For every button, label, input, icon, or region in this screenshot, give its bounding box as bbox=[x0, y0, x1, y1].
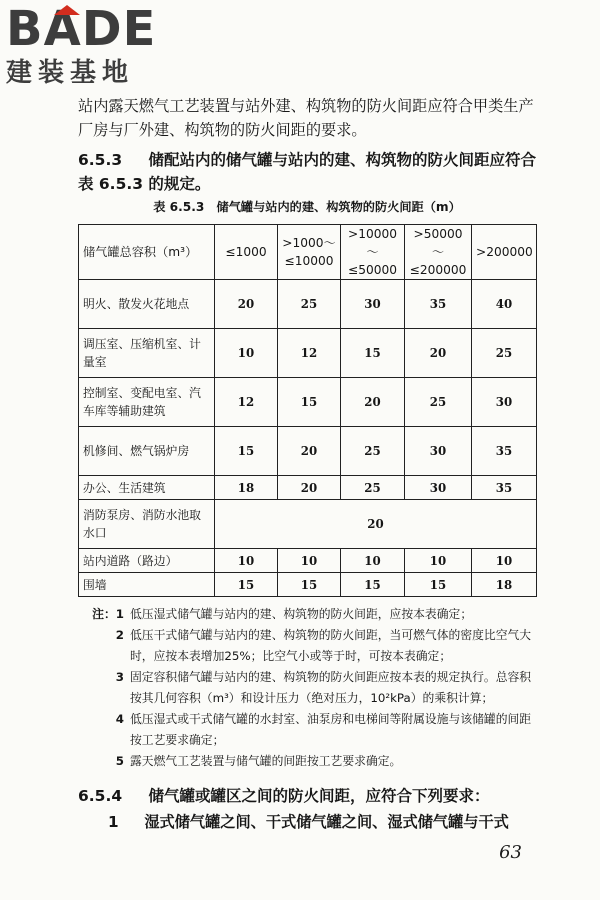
table-cell: 10 bbox=[472, 549, 537, 573]
header-col-1: ≤1000 bbox=[215, 225, 278, 280]
section-number: 6.5.4 bbox=[78, 787, 123, 805]
table-cell: 35 bbox=[472, 427, 537, 476]
table-cell: 30 bbox=[405, 476, 472, 500]
note-number: 2 bbox=[115, 628, 124, 642]
table-header-row bbox=[79, 225, 537, 280]
table-cell: 15 bbox=[215, 573, 278, 597]
section-text: 储气罐或罐区之间的防火间距，应符合下列要求： bbox=[148, 787, 490, 805]
table-row bbox=[79, 378, 537, 427]
row-label: 消防泵房、消防水池取水口 bbox=[79, 500, 215, 549]
table-cell: 12 bbox=[278, 329, 341, 378]
item-1 bbox=[108, 810, 538, 834]
table-cell: 15 bbox=[215, 427, 278, 476]
note-item bbox=[78, 625, 542, 667]
table-cell: 10 bbox=[278, 549, 341, 573]
table-cell: 25 bbox=[278, 280, 341, 329]
table-cell: 25 bbox=[341, 476, 405, 500]
note-item bbox=[78, 751, 542, 772]
table-cell: 25 bbox=[472, 329, 537, 378]
bade-logo bbox=[6, 1, 182, 89]
table-cell: 25 bbox=[405, 378, 472, 427]
note-item bbox=[78, 667, 542, 709]
table-cell: 35 bbox=[472, 476, 537, 500]
section-6-5-4 bbox=[78, 784, 548, 808]
table-row bbox=[79, 500, 537, 549]
table-cell: 10 bbox=[215, 329, 278, 378]
row-label: 办公、生活建筑 bbox=[79, 476, 215, 500]
table-cell: 15 bbox=[341, 329, 405, 378]
note-number: 5 bbox=[115, 754, 124, 768]
table-cell: 15 bbox=[278, 573, 341, 597]
logo-title: BADE bbox=[6, 1, 157, 57]
item-number: 1 bbox=[108, 813, 119, 831]
note-number: 3 bbox=[115, 670, 124, 684]
logo-subtitle: 建装基地 bbox=[6, 58, 135, 88]
table-row bbox=[79, 476, 537, 500]
table-cell: 15 bbox=[278, 378, 341, 427]
table-cell: 18 bbox=[215, 476, 278, 500]
table-cell: 30 bbox=[405, 427, 472, 476]
table-cell: 30 bbox=[472, 378, 537, 427]
section-text: 储配站内的储气罐与站内的建、构筑物的防火间距应符合表 6.5.3 的规定。 bbox=[78, 151, 536, 193]
note-number: 4 bbox=[115, 712, 124, 726]
table-cell: 30 bbox=[341, 280, 405, 329]
section-6-5-3 bbox=[78, 148, 548, 196]
table-cell: 35 bbox=[405, 280, 472, 329]
row-label: 站内道路（路边） bbox=[79, 549, 215, 573]
logo-wordmark bbox=[6, 1, 182, 57]
header-capacity-label: 储气罐总容积（m³） bbox=[79, 225, 215, 280]
table-row bbox=[79, 573, 537, 597]
table-cell: 20 bbox=[405, 329, 472, 378]
table-cell: 12 bbox=[215, 378, 278, 427]
table-cell: 18 bbox=[472, 573, 537, 597]
table-cell: 20 bbox=[341, 378, 405, 427]
note-text: 固定容积储气罐与站内的建、构筑物的防火间距应按本表的规定执行。总容积按其几何容积（m³）和设计压力（绝对压力，10²kPa）的乘积计算； bbox=[130, 670, 532, 705]
header-col-4: >50000～≤200000 bbox=[405, 225, 472, 280]
page-number: 63 bbox=[499, 842, 522, 863]
table-cell: 15 bbox=[341, 573, 405, 597]
item-text: 湿式储气罐之间、干式储气罐之间、湿式储气罐与干式 bbox=[144, 813, 509, 831]
note-item bbox=[78, 604, 542, 625]
table-caption: 表 6.5.3 储气罐与站内的建、构筑物的防火间距（m） bbox=[153, 200, 461, 214]
table-row bbox=[79, 549, 537, 573]
note-text: 低压湿式储气罐与站内的建、构筑物的防火间距，应按本表确定； bbox=[130, 607, 473, 621]
logo-accent-mark bbox=[54, 5, 80, 15]
table-cell: 15 bbox=[405, 573, 472, 597]
header-col-5: >200000 bbox=[472, 225, 537, 280]
table-cell: 20 bbox=[278, 427, 341, 476]
note-text: 露天燃气工艺装置与储气罐的间距按工艺要求确定。 bbox=[130, 754, 402, 768]
table-row bbox=[79, 427, 537, 476]
table-row bbox=[79, 329, 537, 378]
table-cell: 40 bbox=[472, 280, 537, 329]
header-col-2: >1000～≤10000 bbox=[278, 225, 341, 280]
intro-paragraph: 站内露天燃气工艺装置与站外建、构筑物的防火间距应符合甲类生产厂房与厂外建、构筑物的防火间距的要求。 bbox=[78, 97, 534, 139]
note-number: 注：1 bbox=[92, 607, 124, 621]
note-item bbox=[78, 709, 542, 751]
table-cell: 10 bbox=[215, 549, 278, 573]
fire-distance-table bbox=[78, 224, 537, 597]
row-label: 调压室、压缩机室、计量室 bbox=[79, 329, 215, 378]
note-text: 低压湿式或干式储气罐的水封室、油泵房和电梯间等附属设施与该储罐的间距按工艺要求确定； bbox=[130, 712, 532, 747]
table-cell: 20 bbox=[215, 280, 278, 329]
row-label: 明火、散发火花地点 bbox=[79, 280, 215, 329]
table-cell: 25 bbox=[341, 427, 405, 476]
table-cell: 20 bbox=[278, 476, 341, 500]
note-text: 低压干式储气罐与站内的建、构筑物的防火间距，当可燃气体的密度比空气大时，应按本表增加25%；比空气小或等于时，可按本表确定； bbox=[130, 628, 532, 663]
row-label: 控制室、变配电室、汽车库等辅助建筑 bbox=[79, 378, 215, 427]
table-cell: 10 bbox=[341, 549, 405, 573]
section-number: 6.5.3 bbox=[78, 151, 123, 169]
table-cell: 10 bbox=[405, 549, 472, 573]
header-col-3: >10000～≤50000 bbox=[341, 225, 405, 280]
table-row bbox=[79, 280, 537, 329]
table-notes bbox=[78, 604, 542, 772]
merged-table-cell: 20 bbox=[215, 500, 537, 549]
row-label: 机修间、燃气锅炉房 bbox=[79, 427, 215, 476]
row-label: 围墙 bbox=[79, 573, 215, 597]
